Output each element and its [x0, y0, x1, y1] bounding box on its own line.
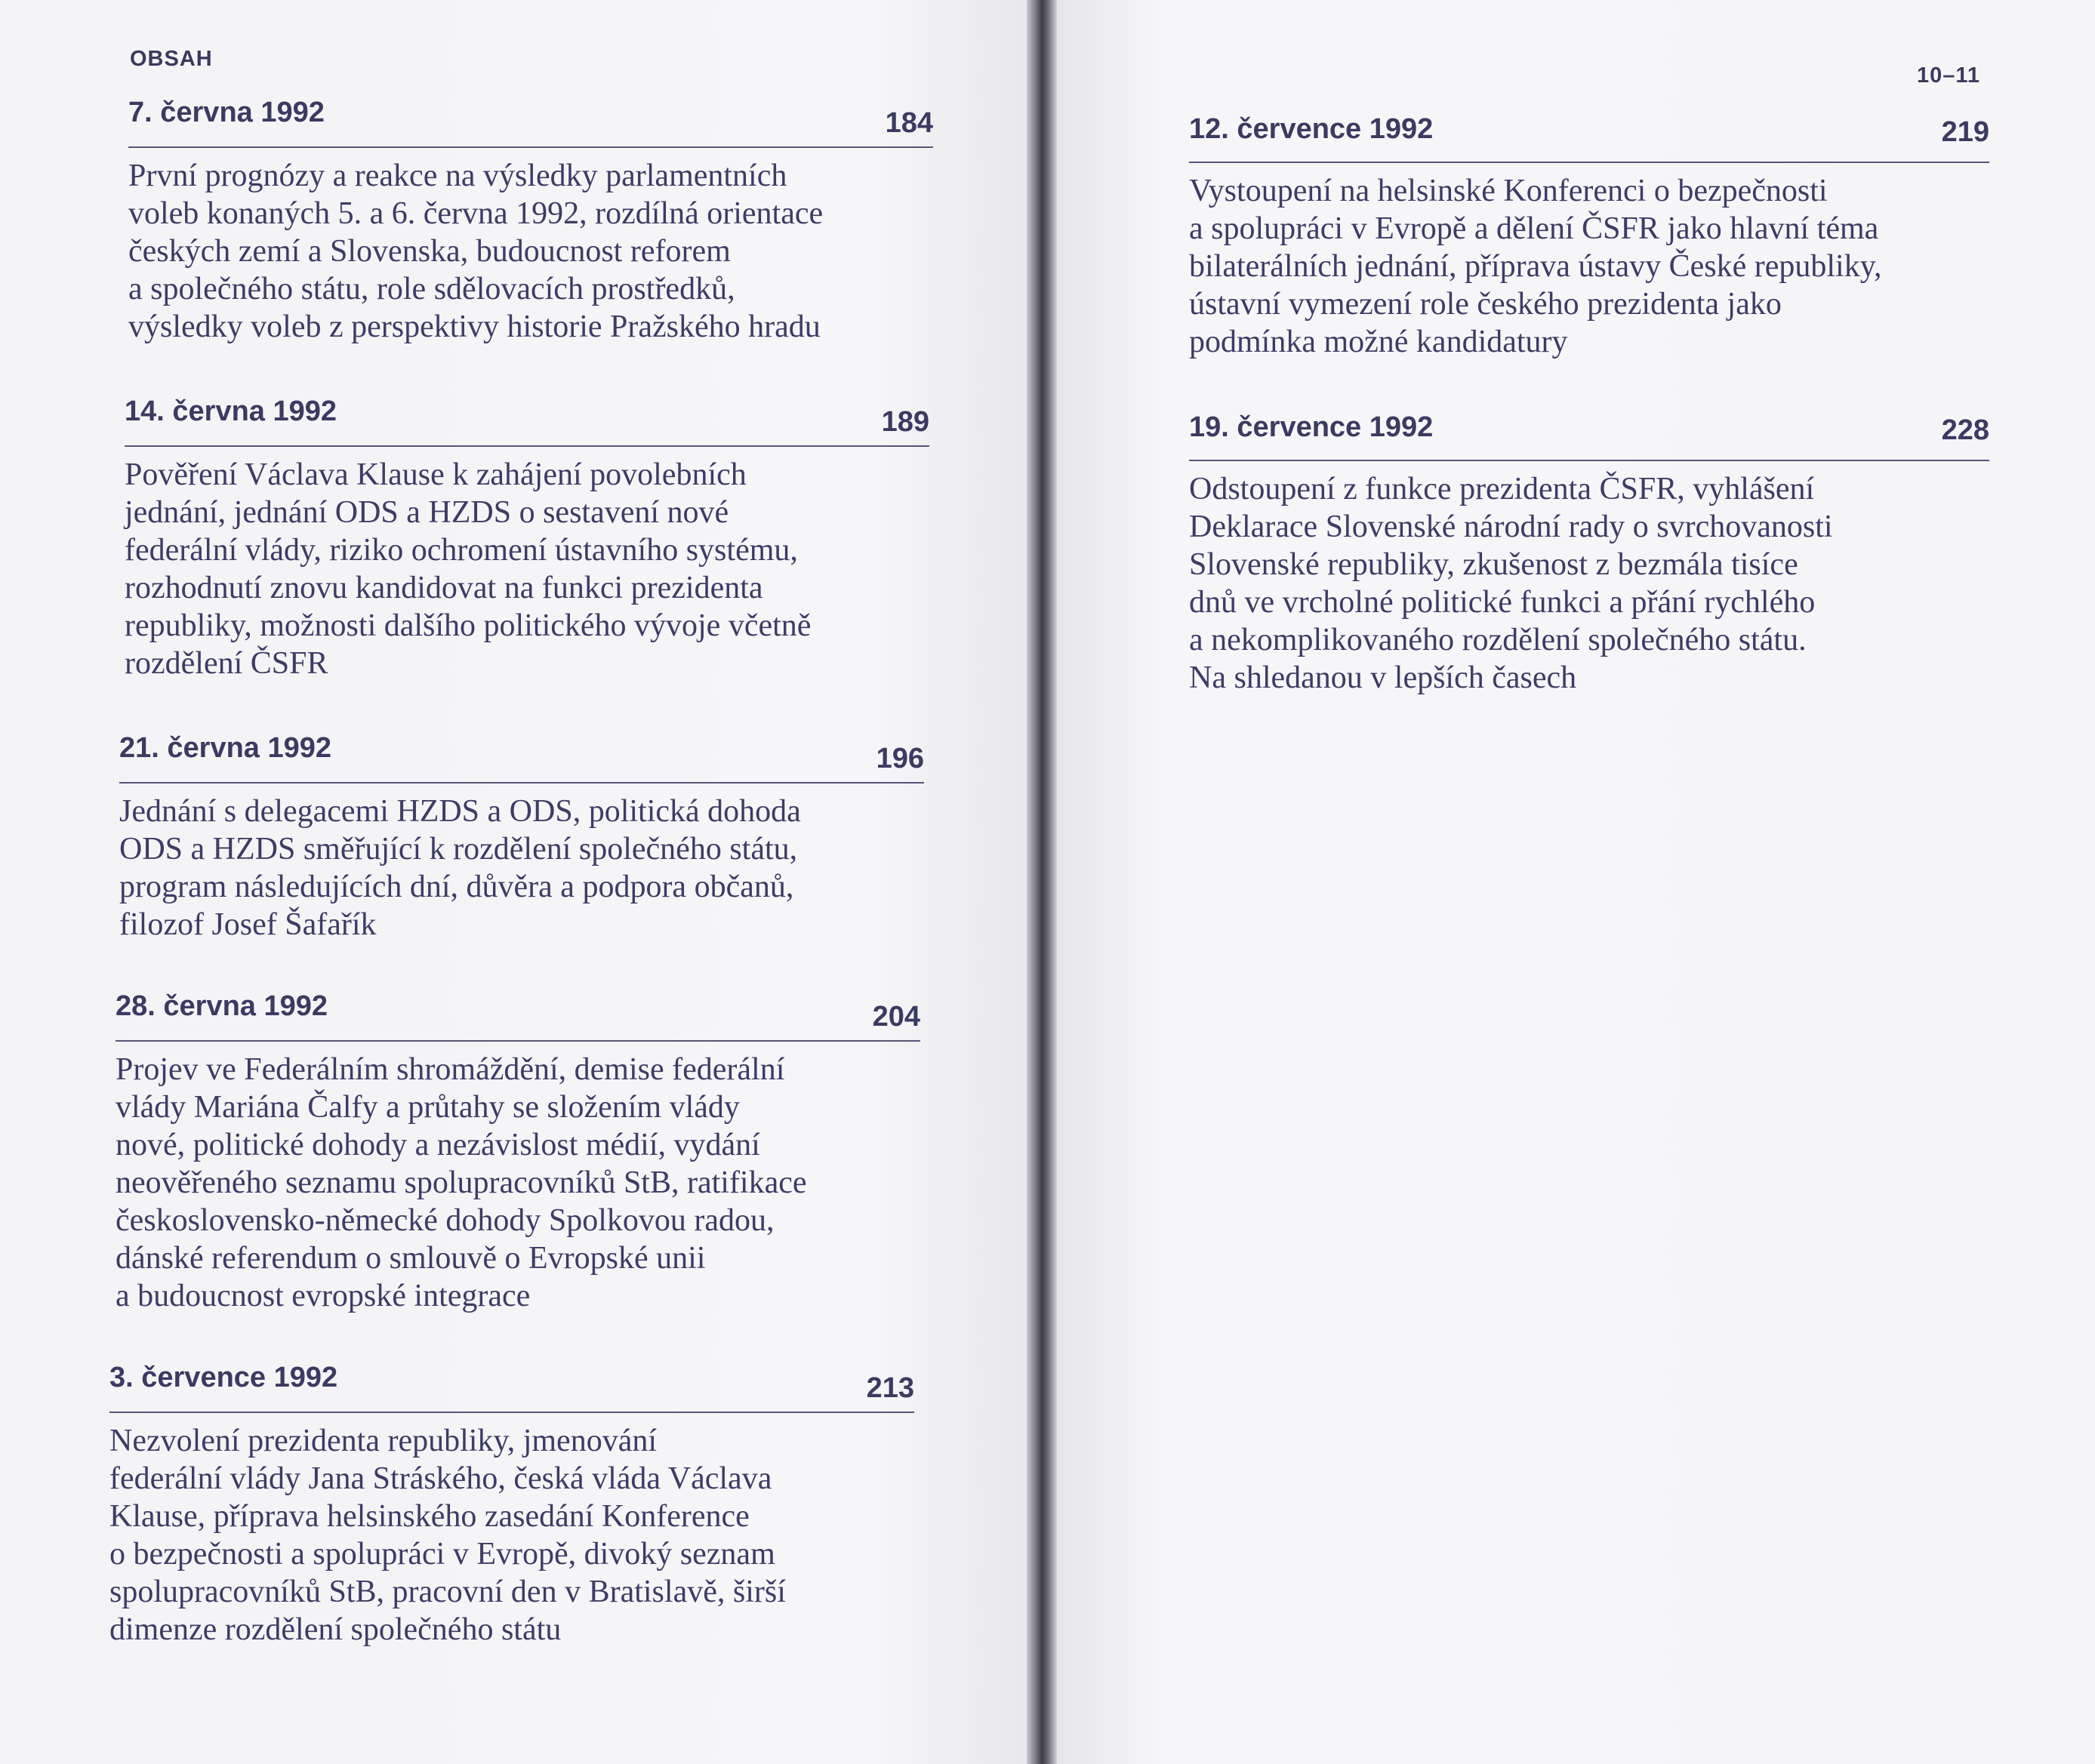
- entry-date: 12. července 1992: [1189, 113, 1434, 145]
- entry-page-number: 196: [876, 743, 924, 774]
- left-page: [0, 0, 1027, 1764]
- entry-date: 3. července 1992: [109, 1362, 338, 1393]
- entry-header: [119, 732, 924, 783]
- toc-entry: [125, 396, 929, 682]
- toc-entry: [119, 732, 924, 944]
- entry-description: Odstoupení z funkce prezidenta ČSFR, vyhlášení Deklarace Slovenské národní rady o svrchovanosti Slovenské republiky, zkušenost z bezmála tisíce dnů ve vrcholné politické funkci a přání rychlého a nekomplikovaného rozdělení společného státu. Na shledanou v lepších časech: [1189, 472, 1833, 695]
- entry-page-number: 189: [881, 406, 929, 438]
- entry-header: [1189, 113, 1989, 163]
- entry-description: První prognózy a reakce na výsledky parlamentních voleb konaných 5. a 6. června 1992, rozdílná orientace českých zemí a Slovenska, budoucnost reforem a společného státu, role sdělovacích prostředků, výsledky voleb z perspektivy historie Pražského hradu: [128, 159, 824, 344]
- entry-header: [125, 396, 929, 447]
- toc-entry: [109, 1362, 914, 1649]
- entry-description: Nezvolení prezidenta republiky, jmenování federální vlády Jana Stráského, česká vláda Václava Klause, příprava helsinského zasedání Konference o bezpečnosti a spolupráci v Evropě, divoký seznam spolupracovníků StB, pracovní den v Bratislavě, širší dimenze rozdělení společného státu: [109, 1424, 786, 1647]
- entry-page-number: 213: [866, 1372, 914, 1404]
- entry-page-number: 204: [872, 1001, 920, 1033]
- right-page: [1057, 0, 2095, 1764]
- toc-entry: [1189, 411, 1989, 697]
- entry-date: 7. června 1992: [128, 97, 325, 128]
- entry-date: 28. června 1992: [116, 990, 328, 1022]
- entry-date: 21. června 1992: [119, 732, 332, 764]
- entry-date: 19. července 1992: [1189, 411, 1434, 443]
- entry-date: 14. června 1992: [125, 396, 337, 427]
- entry-page-number: 219: [1941, 116, 1989, 148]
- toc-entry: [116, 990, 920, 1315]
- running-head-right: 10–11: [1917, 63, 1981, 88]
- entry-header: [128, 97, 933, 148]
- toc-entry: [128, 97, 933, 346]
- entry-description: Vystoupení na helsinské Konferenci o bezpečnosti a spolupráci v Evropě a dělení ČSFR jako hlavní téma bilaterálních jednání, příprava ústavy České republiky, ústavní vymezení role českého prezidenta jako podmínka možné kandidatury: [1189, 174, 1882, 359]
- entry-page-number: 184: [885, 107, 933, 139]
- entry-header: [109, 1362, 914, 1413]
- entry-description: Pověření Václava Klause k zahájení povolebních jednání, jednání ODS a HZDS o sestavení nové federální vlády, riziko ochromení ústavního systému, rozhodnutí znovu kandidovat na funkci prezidenta republiky, možnosti dalšího politického vývoje včetně rozdělení ČSFR: [125, 457, 812, 681]
- running-head-left: OBSAH: [130, 47, 213, 71]
- entry-header: [1189, 411, 1989, 461]
- entry-description: Jednání s delegacemi HZDS a ODS, politická dohoda ODS a HZDS směřující k rozdělení společného státu, program následujících dní, důvěra a podpora občanů, filozof Josef Šafařík: [119, 794, 801, 942]
- entry-header: [116, 990, 920, 1042]
- entry-page-number: 228: [1941, 414, 1989, 446]
- book-spine-gutter: [1027, 0, 1057, 1764]
- entry-description: Projev ve Federálním shromáždění, demise federální vlády Mariána Čalfy a průtahy se složením vlády nové, politické dohody a nezávislost médií, vydání neověřeného seznamu spolupracovníků StB, ratifikace československo-německé dohody Spolkovou radou, dánské referendum o smlouvě o Evropské unii a budoucnost evropské integrace: [116, 1052, 807, 1313]
- toc-entry: [1189, 113, 1989, 361]
